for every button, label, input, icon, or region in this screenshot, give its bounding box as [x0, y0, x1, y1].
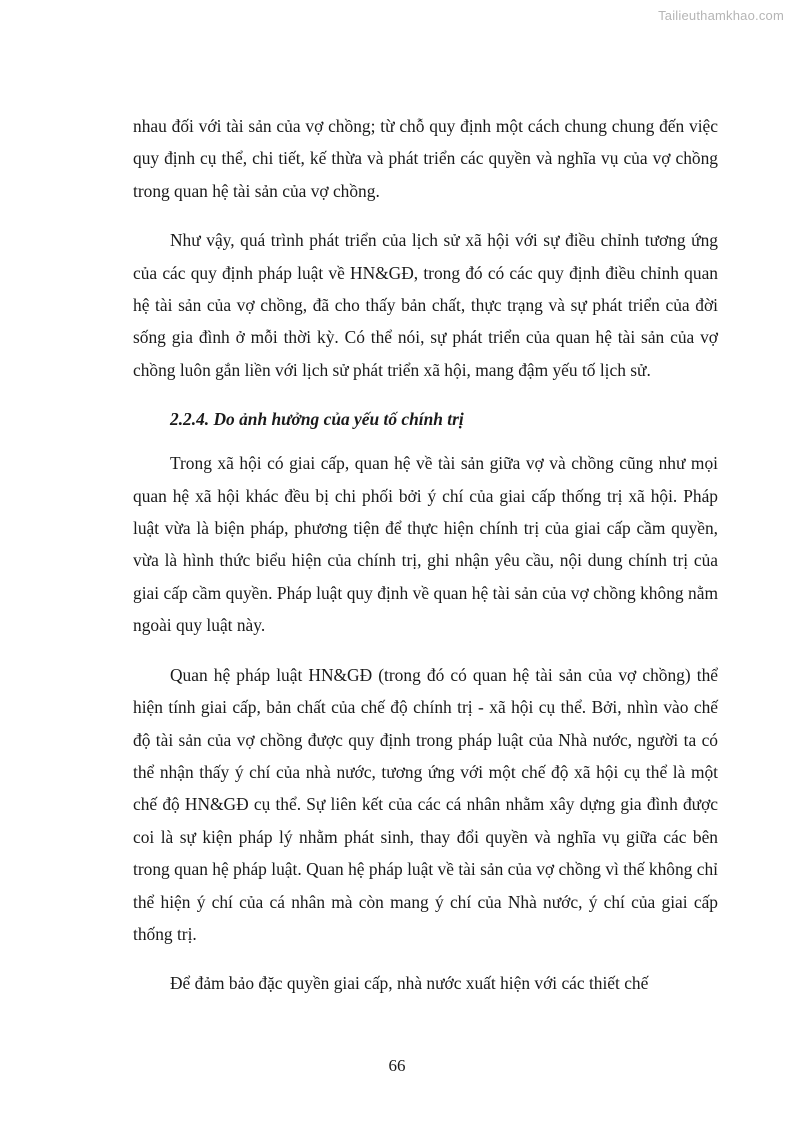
paragraph-class-privilege: Để đảm bảo đặc quyền giai cấp, nhà nước xuất hiện với các thiết chế	[170, 973, 649, 994]
paragraph-history-summary: Như vậy, quá trình phát triển của lịch sử xã hội với sự điều chỉnh tương ứng của các quy định pháp luật về HN&GĐ, trong đó có các quy định điều chỉnh quan hệ tài sản của vợ chồng, đã cho thấy bản chất, thực trạng và sự phát triển của đời sống gia đình ở mỗi thời kỳ. Có thể nói, sự phát triển của quan hệ tài sản của vợ chồng luôn gắn liền với lịch sử phát triển xã hội, mang đậm yếu tố lịch sử.	[133, 230, 718, 380]
paragraph-continuation: nhau đối với tài sản của vợ chồng; từ chỗ quy định một cách chung chung đến việc quy định cụ thể, chi tiết, kế thừa và phát triển các quyền và nghĩa vụ của vợ chồng trong quan hệ tài sản của vợ chồng.	[133, 116, 718, 201]
section-heading: 2.2.4. Do ảnh hưởng của yếu tố chính trị	[170, 409, 464, 430]
document-body	[133, 110, 718, 1017]
watermark-text: Tailieuthamkhao.com	[658, 8, 784, 23]
paragraph-class-society: Trong xã hội có giai cấp, quan hệ về tài sản giữa vợ và chồng cũng như mọi quan hệ xã hội khác đều bị chi phối bởi ý chí của giai cấp thống trị xã hội. Pháp luật vừa là biện pháp, phương tiện để thực hiện chính trị của giai cấp cầm quyền, vừa là hình thức biểu hiện của chính trị, ghi nhận yêu cầu, nội dung chính trị của giai cấp cầm quyền. Pháp luật quy định về quan hệ tài sản của vợ chồng không nằm ngoài quy luật này.	[133, 453, 718, 636]
paragraph-legal-relations: Quan hệ pháp luật HN&GĐ (trong đó có quan hệ tài sản của vợ chồng) thể hiện tính giai cấp, bản chất của chế độ chính trị - xã hội cụ thể. Bởi, nhìn vào chế độ tài sản của vợ chồng được quy định trong pháp luật của Nhà nước, người ta có thể nhận thấy ý chí của nhà nước, tương ứng với một chế độ xã hội cụ thể là một chế độ HN&GĐ cụ thể. Sự liên kết của các cá nhân nhằm xây dựng gia đình được coi là sự kiện pháp lý nhằm phát sinh, thay đổi quyền và nghĩa vụ giữa các bên trong quan hệ pháp luật. Quan hệ pháp luật về tài sản của vợ chồng vì thế không chỉ thể hiện ý chí của cá nhân mà còn mang ý chí của Nhà nước, ý chí của giai cấp thống trị.	[133, 664, 718, 944]
page-number: 66	[388, 1056, 406, 1075]
